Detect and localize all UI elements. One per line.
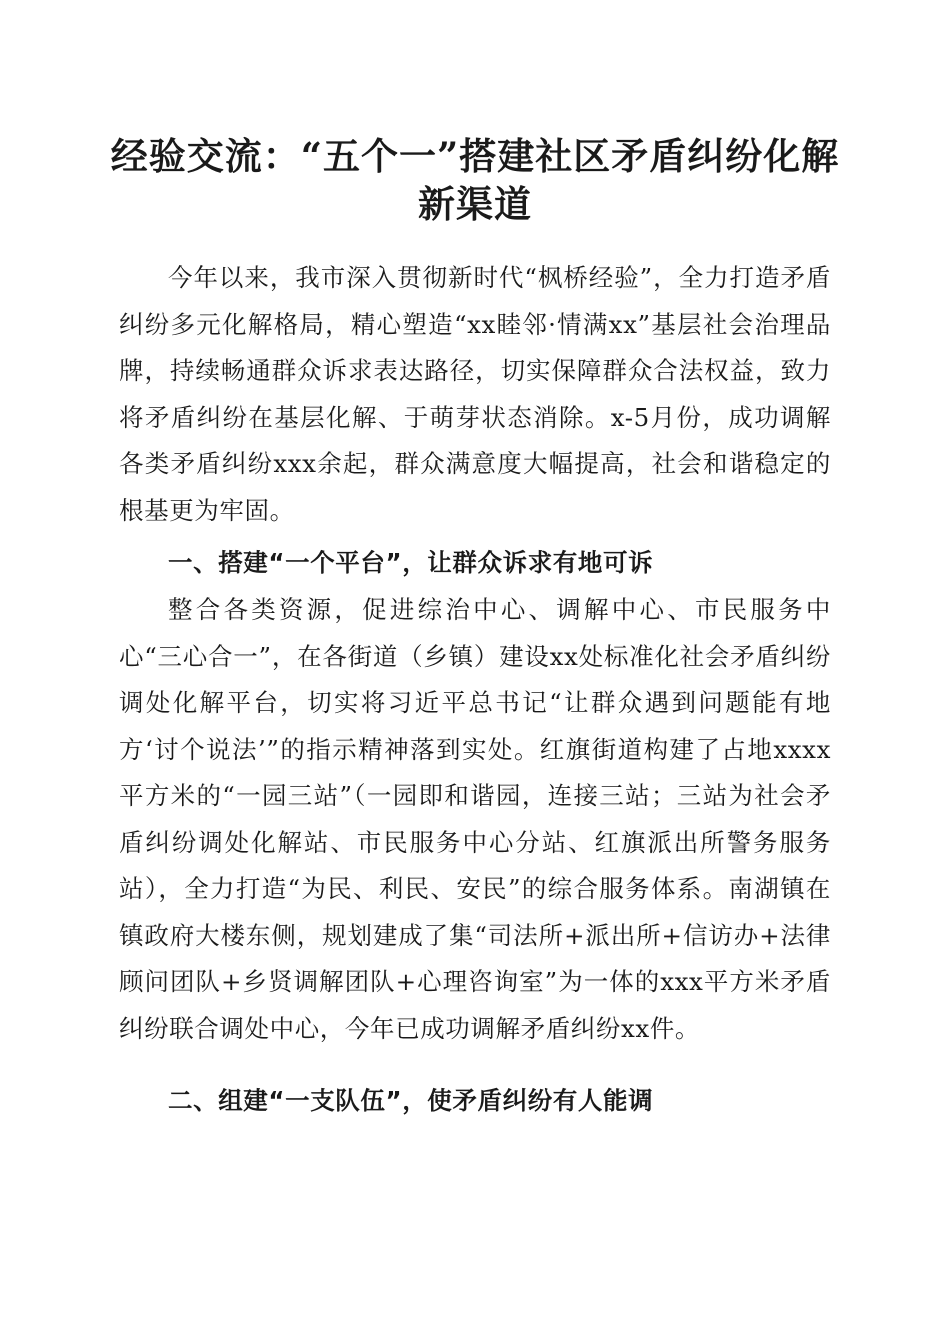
section-heading-1: 一、搭建“一个平台”，让群众诉求有地可诉 [168,548,654,577]
paragraph-platform: 整合各类资源，促进综治中心、调解中心、市民服务中心“三心合一”，在各街道（乡镇）建设xx处标准化社会矛盾纠纷调处化解平台，切实将习近平总书记“让群众遇到问题能有地方‘讨个说法’”的指示精神落到实处。红旗街道构建了占地xxxx平方米的“一园三站”（一园即和谐园，连接三站；三站为社会矛盾纠纷调处化解站、市民服务中心分站、红旗派出所警务服务站），全力打造“为民、利民、安民”的综合服务体系。南湖镇在镇政府大楼东侧，规划建成了集“司法所+派出所+信访办+法律顾问团队+乡贤调解团队+心理咨询室”为一体的xxx平方米矛盾纠纷联合调处中心，今年已成功调解矛盾纠纷xx件。 [119,595,831,1043]
section-heading-2: 二、组建“一支队伍”，使矛盾纠纷有人能调 [168,1086,654,1115]
paragraph-intro: 今年以来，我市深入贯彻新时代“枫桥经验”，全力打造矛盾纠纷多元化解格局，精心塑造“xx睦邻·情满xx”基层社会治理品牌，持续畅通群众诉求表达路径，切实保障群众合法权益，致力将矛盾纠纷在基层化解、于萌芽状态消除。x-5月份，成功调解各类矛盾纠纷xxx余起，群众满意度大幅提高，社会和谐稳定的根基更为牢固。 [119,263,831,525]
document-title: 经验交流：“五个一”搭建社区矛盾纠纷化解新渠道 [110,134,840,226]
